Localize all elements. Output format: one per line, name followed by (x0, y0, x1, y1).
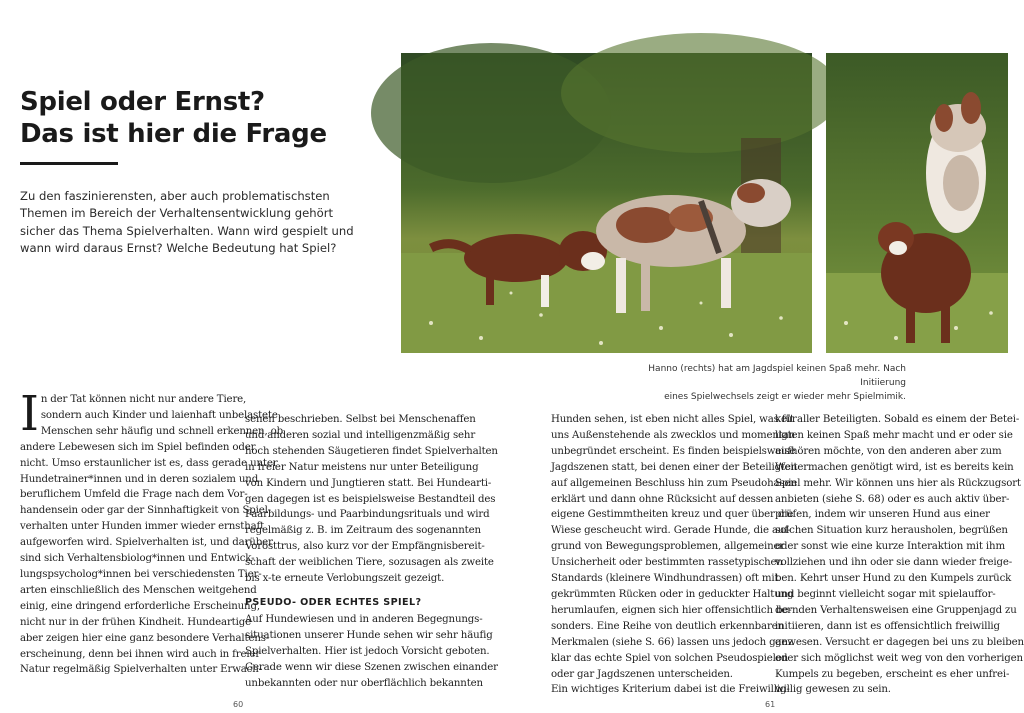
text-line: keit aller Beteiligten. Sobald es einem der Betei- (775, 414, 1020, 425)
text-line: hoch stehenden Säugetieren findet Spielverhalten (245, 445, 498, 457)
text-line: ligten keinen Spaß mehr macht und er oder sie (775, 429, 1013, 441)
intro-paragraph: Zu den faszinierensten, aber auch problematischsten Themen im Bereich der Verhaltensentwicklung gehört sicher das Thema Spielverhalten. Wann wird gespielt und wann wird daraus Ernst? Welche Bedeutung hat Spiel? (20, 189, 354, 256)
text-line: oder gar Jagdszenen unterscheiden. (551, 668, 733, 680)
section-subheading: PSEUDO- ODER ECHTES SPIEL? (245, 596, 422, 608)
dogs-photo-main (401, 53, 812, 353)
caption-line-1: Hanno (rechts) hat am Jagdspiel keinen Spaß mehr. Nach Initiierung (648, 364, 906, 388)
text-line: oder sich möglichst weit weg von den vorherigen (775, 652, 1023, 664)
text-line: auf allgemeinen Beschluss hin zum Pseudohasen (551, 477, 797, 489)
text-line: uns Außenstehende als zwecklos und momentan (551, 429, 796, 441)
text-line: Weitermachen genötigt wird, ist es bereits kein (775, 461, 1014, 473)
text-line: schaft der weiblichen Tiere, sozusagen als zweite (245, 557, 494, 569)
dogs-photo-secondary (826, 53, 1008, 353)
photo-caption (606, 362, 906, 404)
text-line: arten einschließlich des Menschen weitgehend (20, 584, 257, 596)
text-line: Spielverhalten. Hier ist jedoch Vorsicht geboten. (245, 645, 490, 657)
body-column-4 (775, 412, 1024, 698)
text-line: dernden Verhaltensweisen eine Gruppenjagd zu (775, 604, 1017, 616)
text-line: senen beschrieben. Selbst bei Menschenaffen (245, 414, 476, 425)
text-line: in freier Natur meistens nur unter Beteiligung (245, 461, 479, 473)
drop-cap: I (20, 386, 39, 442)
text-line: von Kindern und Jungtieren statt. Bei Hundearti- (245, 477, 492, 489)
text-line: eigene Gestimmtheiten kreuz und quer über die (551, 509, 794, 521)
text-line: unbekannten oder nur oberflächlich bekannten (245, 677, 483, 689)
text-line: sondern auch Kinder und laienhaft unbelastete (40, 409, 278, 421)
text-line: Standards (kleinere Windhundrassen) oft mit (551, 573, 779, 585)
text-line: prüfen, indem wir unseren Hund aus einer (775, 509, 990, 521)
text-line: erscheinung, denn bei ihnen wird auch in freier (20, 648, 261, 660)
body-column-1 (20, 386, 283, 678)
text-line: verhalten unter Hunden immer wieder ernsthaft (20, 521, 265, 533)
text-line: gen dagegen ist es beispielsweise Bestandteil des (245, 493, 496, 505)
text-line: Menschen sehr häufig und schnell erkennen, ob (40, 425, 283, 437)
text-line: Unsicherheit oder bestimmten rassetypischen (551, 557, 783, 569)
text-line: Hunden sehen, ist eben nicht alles Spiel, was für (551, 414, 797, 425)
text-line: lungspsycholog*innen bei verschiedensten Tier- (20, 568, 262, 580)
text-line: Vorösttrus, also kurz vor der Empfängnisbereit- (245, 541, 485, 553)
body-column-3 (551, 412, 798, 698)
text-line: n der Tat können nicht nur andere Tiere, (40, 394, 247, 405)
text-line: gekrümmten Rücken oder in geduckter Haltung (551, 588, 794, 600)
text-line: handensein oder gar der Sinnhaftigkeit von Spiel- (20, 505, 272, 517)
title-line-2: Das ist hier die Frage (20, 119, 327, 149)
article-title (20, 86, 380, 150)
text-line: beruflichem Umfeld die Frage nach dem Vor- (20, 489, 248, 501)
text-line: oder sonst wie eine kurze Interaktion mit ihm (775, 541, 1005, 553)
text-line: aufhören möchte, von den anderen aber zum (775, 445, 1002, 457)
text-line: Kumpels zu begeben, erscheint es eher unfrei- (775, 668, 1010, 680)
text-line: erklärt und dann ohne Rücksicht auf dessen (551, 493, 774, 505)
text-line: Merkmalen (siehe S. 66) lassen uns jedoch ganz (551, 636, 794, 648)
text-line: solchen Situation kurz herausholen, begrüßen (775, 525, 1008, 537)
text-line: andere Lebewesen sich im Spiel befinden oder (20, 441, 256, 453)
text-line: ben. Kehrt unser Hund zu den Kumpels zurück (775, 573, 1012, 585)
text-line: Spiel mehr. Wir können uns hier als Rückzugsort (775, 477, 1021, 489)
title-line-1: Spiel oder Ernst? (20, 87, 265, 117)
text-line: aufgeworfen wird. Spielverhalten ist, und darüber (20, 537, 273, 549)
text-line: bis x-te erneute Verlobungszeit gezeigt. (245, 573, 445, 585)
text-line: Wiese gescheucht wird. Gerade Hunde, die auf- (551, 525, 791, 537)
text-line: Ein wichtiges Kriterium dabei ist die Freiwillig- (551, 684, 790, 696)
text-line: anbieten (siehe S. 68) oder es auch aktiv über- (775, 493, 1010, 505)
caption-line-2: eines Spielwechsels zeigt er wieder mehr Spielmimik. (664, 392, 906, 402)
title-underline (20, 162, 118, 165)
text-line: einig, eine dringend erforderliche Erscheinung, (20, 600, 260, 612)
text-line: Gerade wenn wir diese Szenen zwischen einander (245, 661, 498, 673)
text-line: initiieren, dann ist es offensichtlich freiwillig (775, 620, 1000, 632)
text-line: Natur regelmäßig Spielverhalten unter Erwach- (20, 664, 262, 676)
text-line: Jagdszenen statt, bei denen einer der Beteiligten (551, 461, 798, 473)
text-line: vollziehen und ihn oder sie dann wieder freige- (775, 557, 1012, 569)
text-line: willig gewesen zu sein. (775, 684, 891, 696)
text-line: Hundetrainer*innen und in deren sozialem und (20, 473, 259, 485)
text-line: herumlaufen, eignen sich hier offensichtlich be- (551, 604, 792, 616)
body-column-2 (245, 412, 498, 692)
text-line: Paarbildungs- und Paarbindungsrituals und wird (245, 509, 490, 521)
text-line: nicht nur in der frühen Kindheit. Hundeartige (20, 616, 251, 628)
text-line: regelmäßig z. B. im Zeitraum des sogenannten (245, 525, 481, 537)
text-line: unbegründet erscheint. Es finden beispielsweise (551, 445, 796, 457)
text-line: aber zeigen hier eine ganz besondere Verhaltens- (20, 632, 270, 644)
page-number-left: 60 (233, 700, 244, 709)
text-line: nicht. Umso erstaunlicher ist es, dass gerade unter (20, 457, 278, 469)
text-line: und beginnt vielleicht sogar mit spielauffor- (775, 588, 996, 600)
text-line: Auf Hundewiesen und in anderen Begegnungs- (245, 613, 483, 625)
page-number-right: 61 (765, 700, 776, 709)
text-line: situationen unserer Hunde sehen wir sehr häufig (245, 629, 493, 641)
text-line: grund von Bewegungsproblemen, allgemeiner (551, 541, 785, 553)
text-line: gewesen. Versucht er dagegen bei uns zu bleiben (775, 636, 1024, 648)
text-line: klar das echte Spiel von solchen Pseudospielen (551, 652, 789, 664)
text-line: und anderen sozial und intelligenzmäßig sehr (245, 429, 476, 441)
text-line: sind sich Verhaltensbiolog*innen und Entwick- (20, 553, 255, 565)
text-line: sonders. Eine Reihe von deutlich erkennbaren (551, 620, 784, 632)
